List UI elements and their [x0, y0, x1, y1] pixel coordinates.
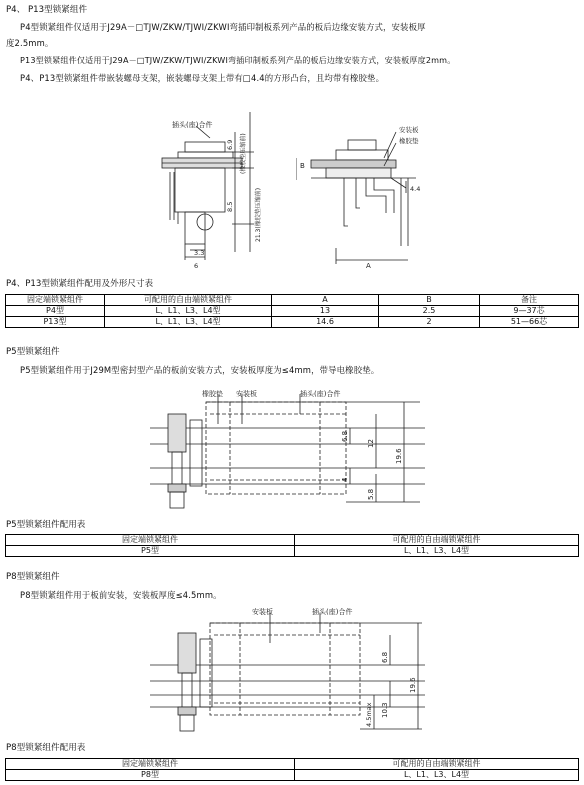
table-caption-p8: P8型锁紧组件配用表 [6, 743, 86, 753]
paragraph-p5: P5型锁紧组件用于J29M型密封型产品的板前安装方式，安装板厚度为≤4mm，带导电橡胶垫。 [20, 365, 380, 375]
dim-6: 6 [194, 262, 199, 270]
table-cell: 9—37芯 [480, 306, 579, 317]
dim-6-9: 6.9 [226, 139, 234, 150]
table-cell: 13 [272, 306, 379, 317]
paragraph-p4-p13-common: P4、P13型锁紧组件带嵌装螺母支架，嵌装螺母支架上带有□4.4的方形凸台，且均带有橡胶垫。 [20, 73, 385, 83]
dim-12: 12 [367, 439, 375, 448]
table-header: B [379, 295, 480, 306]
table-header: 可配用的自由端锁紧组件 [295, 535, 579, 546]
paragraph-p8: P8型锁紧组件用于板前安装，安装板厚度≤4.5mm。 [20, 590, 222, 600]
table-cell: L、L1、L3、L4型 [105, 306, 272, 317]
table-header: 可配用的自由端锁紧组件 [105, 295, 272, 306]
table-row [6, 317, 579, 328]
table-cell: L、L1、L3、L4型 [295, 546, 579, 557]
table-cell: P13型 [6, 317, 105, 328]
table-header: 可配用的自由端锁紧组件 [295, 759, 579, 770]
table-cell: P8型 [6, 770, 295, 781]
label-rubber-gasket: 橡胶垫 [399, 137, 419, 145]
dim-8-5: 8.5 [226, 201, 234, 212]
table-header: 固定端锁紧组件 [6, 535, 295, 546]
table-header: 备注 [480, 295, 579, 306]
table-cell: P5型 [6, 546, 295, 557]
label-mounting-plate: 安装板 [399, 126, 419, 134]
label-plug-assembly: 插头(座)合件 [312, 608, 353, 616]
p4-side-view-drawing [150, 112, 280, 270]
table-cell: L、L1、L3、L4型 [295, 770, 579, 781]
p8-drawing [150, 603, 425, 738]
p4-p13-dimension-table [5, 294, 579, 328]
dim-5-8: 5.8 [367, 488, 375, 500]
dim-21-3: 21.3(橡胶垫压缩前) [255, 187, 262, 242]
label-mounting-plate: 安装板 [252, 608, 273, 616]
dim-10-3: 10.3 [381, 702, 389, 718]
table-header: A [272, 295, 379, 306]
p4-front-view-drawing [296, 118, 446, 270]
dim-19-6: 19.6 [395, 448, 403, 464]
dim-a: A [366, 262, 371, 270]
p5-drawing [150, 384, 425, 516]
table-cell: P4型 [6, 306, 105, 317]
table-header: 固定端锁紧组件 [6, 295, 105, 306]
label-rubber-gasket: 橡胶垫 [202, 390, 223, 398]
label-plug-assembly: 插头(座)合件 [300, 390, 341, 398]
table-row [6, 770, 579, 781]
table-header: 固定端锁紧组件 [6, 759, 295, 770]
table-cell: 2.5 [379, 306, 480, 317]
dim-6-9-note: (橡胶垫压缩前) [240, 133, 247, 174]
section-heading-p4-p13: P4、 P13型锁紧组件 [6, 5, 88, 15]
paragraph-p4-cont: 度2.5mm。 [6, 38, 54, 48]
table-header-row [6, 759, 579, 770]
dim-4-4: 4.4 [410, 185, 421, 193]
table-caption-p5: P5型锁紧组件配用表 [6, 520, 86, 530]
dim-b: B [300, 162, 305, 170]
dim-6-8: 6.8 [381, 651, 389, 663]
p5-pairing-table [5, 534, 579, 557]
section-heading-p5: P5型锁紧组件 [6, 347, 60, 357]
dim-6-8: 6.8 [341, 430, 349, 442]
dim-4-5max: 4.5max [365, 702, 373, 727]
table-header-row [6, 535, 579, 546]
table-caption-p4-p13: P4、P13型锁紧组件配用及外形尺寸表 [6, 279, 154, 289]
dim-4: 4 [341, 477, 349, 482]
table-cell: 51—66芯 [480, 317, 579, 328]
table-cell: 14.6 [272, 317, 379, 328]
table-cell: 2 [379, 317, 480, 328]
callout-plug-assembly: 插头(座)合件 [172, 121, 213, 129]
table-row [6, 546, 579, 557]
paragraph-p13: P13型锁紧组件仅适用于J29A－□TJW/ZKW/TJWI/ZKWI弯插印制板系列产品的板后边缘安装方式，安装板厚度2mm。 [20, 55, 456, 65]
table-cell: L、L1、L3、L4型 [105, 317, 272, 328]
label-mounting-plate: 安装板 [236, 390, 257, 398]
p8-pairing-table [5, 758, 579, 781]
table-header-row [6, 295, 579, 306]
table-row [6, 306, 579, 317]
dim-19-6: 19.6 [409, 677, 417, 693]
paragraph-p4: P4型锁紧组件仅适用于J29A－□TJW/ZKW/TJWI/ZKWI弯插印制板系列产品的板后边缘安装方式，安装板厚 [20, 22, 426, 32]
dim-3-3: 3.3 [194, 249, 205, 257]
section-heading-p8: P8型锁紧组件 [6, 572, 60, 582]
